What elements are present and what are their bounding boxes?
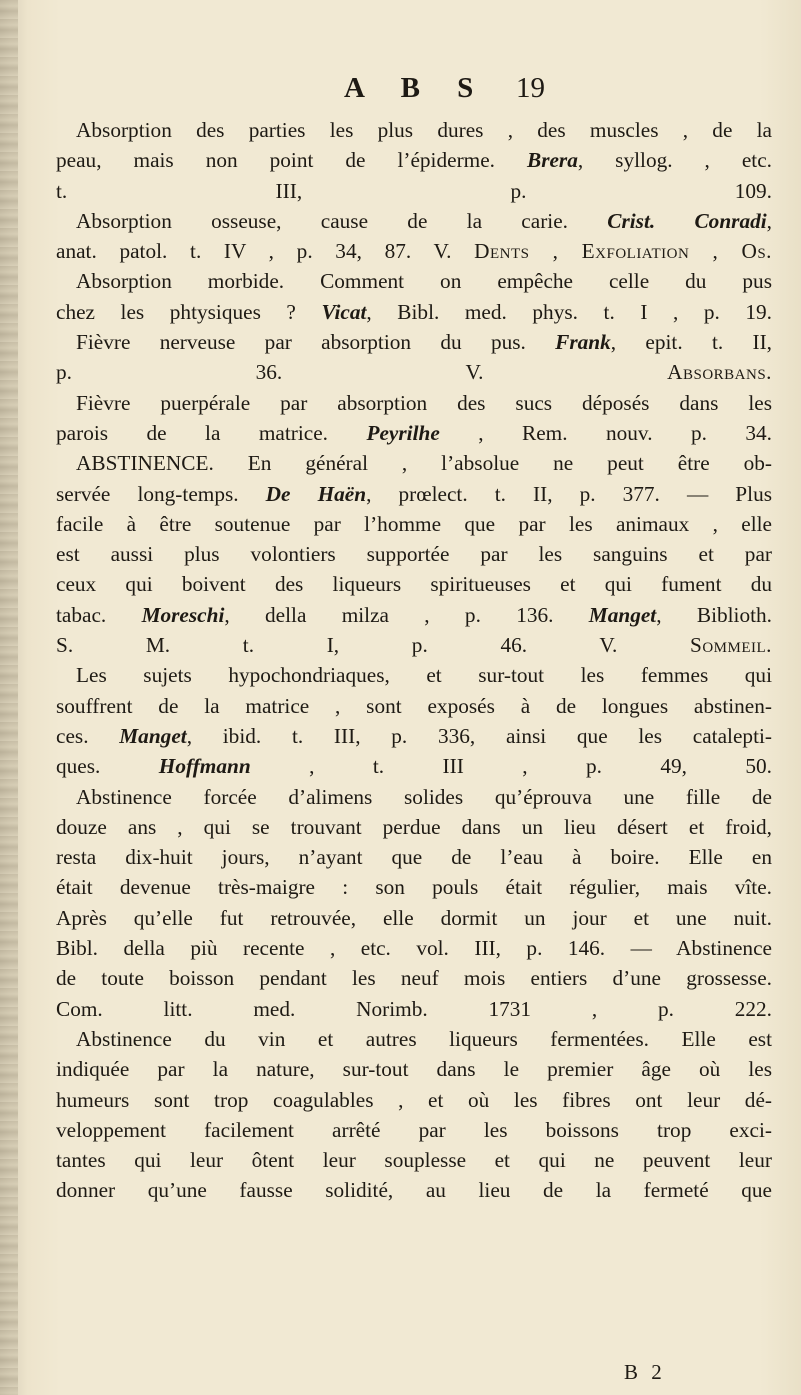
text-line [56,357,772,387]
running-head [0,72,801,112]
text-run: , della milza , p. 136. [224,602,589,627]
text-run: , [766,208,772,233]
text-line [56,236,772,266]
text-run: , t. III , p. 49, 50. [250,754,772,779]
text-line: indiquée par la nature, sur-tout dans le premier âge où les [56,1057,772,1082]
text-line: douze ans , qui se trouvant perdue dans un lieu désert et froid, [56,814,772,839]
author-name: Hoffmann [158,754,251,779]
author-name: Crist. Conradi [607,208,767,233]
text-line: Après qu’elle fut retrouvée, elle dormit un jour et une nuit. [56,905,772,930]
text-line: veloppement facilement arrêté par les boissons trop exci- [56,1117,772,1142]
text-run: ces. [56,723,120,748]
text-line: Absorption morbide. Comment on empêche celle du pus [76,269,772,294]
text-run: , epit. t. II, [610,330,773,355]
text-run: , prœlect. t. II, p. 377. — Plus [366,481,773,506]
text-run: , ibid. t. III, p. 336, ainsi que les catalepti- [186,723,772,748]
cross-reference: Sommeil. [690,633,772,658]
text-line [56,630,772,660]
author-name: Vicat [321,299,367,324]
text-body [56,115,772,1206]
text-run: S. M. t. I, p. 46. V. [56,633,690,658]
text-line: souffrent de la matrice , sont exposés à de longues abstinen- [56,693,772,718]
author-name: Brera [526,148,578,173]
text-line: resta dix-huit jours, n’ayant que de l’eau à boire. Elle en [56,845,772,870]
text-line [56,145,772,175]
text-run: anat. patol. t. IV , p. 34, 87. V. [56,239,475,264]
author-name: Manget [588,602,657,627]
text-run: peau, mais non point de l’épiderme. [56,148,527,173]
text-line: Bibl. della più recente , etc. vol. III, p. 146. — Abstinence [56,936,772,961]
text-line: t. III, p. 109. [56,178,772,203]
text-line [56,418,772,448]
text-run: Fièvre nerveuse par absorption du pus. [76,330,556,355]
text-line: Abstinence du vin et autres liqueurs fermentées. Elle est [76,1026,772,1051]
text-line: Fièvre puerpérale par absorption des sucs déposés dans les [76,390,772,415]
text-run: Absorption osseuse, cause de la carie. [76,208,608,233]
page-number: 19 [516,72,545,104]
text-line [56,721,772,751]
text-line [56,479,772,509]
author-name: De Haën [265,481,367,506]
text-run: parois de la matrice. [56,420,367,445]
cross-reference: Dents , Exfoliation , Os. [474,239,772,264]
text-line: ABSTINENCE. En général , l’absolue ne peut être ob- [76,451,772,476]
text-line: Com. litt. med. Norimb. 1731 , p. 222. [56,996,772,1021]
text-line: tantes qui leur ôtent leur souplesse et qui ne peuvent leur [56,1148,772,1173]
page-binding-edge [0,0,18,1395]
text-line: ceux qui boivent des liqueurs spiritueuses et qui fument du [56,572,772,597]
text-line: de toute boisson pendant les neuf mois entiers d’une grossesse. [56,966,772,991]
text-line: donner qu’une fausse solidité, au lieu de la fermeté que [56,1178,772,1203]
author-name: Manget [119,723,187,748]
author-name: Moreschi [141,602,225,627]
text-line: était devenue très-maigre : son pouls était régulier, mais vîte. [56,875,772,900]
running-title: A B S [344,72,489,104]
author-name: Frank [555,330,611,355]
text-line: humeurs sont trop coagulables , et où les fibres ont leur dé- [56,1087,772,1112]
signature-mark: B 2 [624,1360,666,1384]
text-line: Absorption des parties les plus dures , des muscles , de la [76,118,772,142]
text-line [56,600,772,630]
text-line [56,751,772,781]
author-name: Peyrilhe [366,420,440,445]
text-run: chez les phtysiques ? [56,299,322,324]
text-line [56,327,772,357]
text-line: Abstinence forcée d’alimens solides qu’éprouva une fille de [76,784,772,809]
text-run: servée long-temps. [56,481,266,506]
cross-reference: Absorbans. [667,360,772,385]
text-line: est aussi plus volontiers supportée par les sanguins et par [56,542,772,567]
text-line: Les sujets hypochondriaques, et sur-tout les femmes qui [76,663,772,688]
text-line [56,297,772,327]
text-run: , Bibl. med. phys. t. I , p. 19. [366,299,772,324]
text-run: , Biblioth. [656,602,773,627]
text-run: , syllog. , etc. [577,148,772,173]
text-run: tabac. [56,602,142,627]
text-run: , Rem. nouv. p. 34. [439,420,772,445]
text-line: facile à être soutenue par l’homme que par les animaux , elle [56,511,772,536]
text-run: ques. [56,754,159,779]
text-run: p. 36. V. [56,360,668,385]
text-line [56,206,772,236]
